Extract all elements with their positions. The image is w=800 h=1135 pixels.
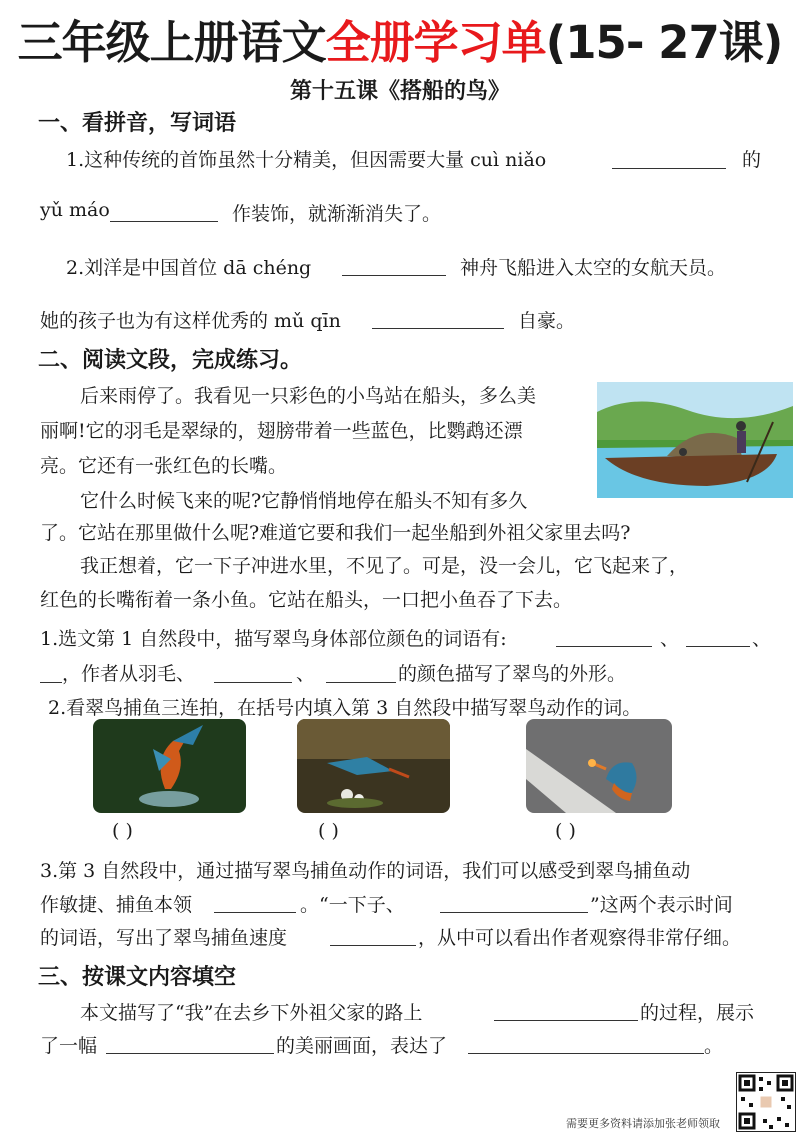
- answer-parens-1[interactable]: ( ): [112, 820, 133, 842]
- s3-blank-3[interactable]: [468, 1035, 704, 1054]
- passage-line: 它什么时候飞来的呢?它静悄悄地停在船头不知有多久: [80, 490, 528, 512]
- s2-q2-text: 2.看翠鸟捕鱼三连拍，在括号内填入第 3 自然段中描写翠鸟动作的词。: [48, 697, 642, 719]
- section-2-heading: 二、阅读文段，完成练习。: [38, 348, 303, 373]
- section-3-heading: 三、按课文内容填空: [38, 965, 237, 990]
- s1-q2-blank-1[interactable]: [342, 257, 446, 276]
- passage-line: 了。它站在那里做什么呢?难道它要和我们一起坐船到外祖父家里去吗?: [40, 522, 631, 544]
- s2-q3-text-f: ，从中可以看出作者观察得非常仔细。: [418, 927, 742, 949]
- passage-line: 丽啊!它的羽毛是翠绿的，翅膀带着一些蓝色，比鹦鹉还漂: [40, 420, 523, 442]
- s3-text-e: 。: [704, 1035, 724, 1057]
- s2-q1-sep-1: 、: [660, 628, 680, 650]
- s1-q1-blank-2[interactable]: [110, 203, 218, 222]
- s2-q3-blank-3[interactable]: [330, 927, 416, 946]
- s2-q1-blank-2[interactable]: [686, 628, 750, 647]
- kingfisher-photo-1: [93, 719, 246, 813]
- passage-line: 后来雨停了。我看见一只彩色的小鸟站在船头，多么美: [80, 385, 537, 407]
- s2-q1-text-d: ，作者从羽毛、: [62, 663, 196, 685]
- passage-line: 红色的长嘴衔着一条小鱼。它站在船头，一口把小鱼吞了下去。: [40, 589, 573, 611]
- s1-q1-text: 1.这种传统的首饰虽然十分精美，但因需要大量 cuì niǎo: [66, 149, 547, 171]
- s2-q1-text-f: 的颜色描写了翠鸟的外形。: [398, 663, 627, 685]
- s1-q1-pinyin-2: yǔ máo: [40, 199, 110, 221]
- answer-parens-3[interactable]: ( ): [555, 820, 576, 842]
- section-1-heading: 一、看拼音，写词语: [38, 111, 237, 136]
- lesson-title: 第十五课《搭船的鸟》: [289, 78, 510, 104]
- page-title: 三年级上册语文全册学习单(15- 27课): [17, 16, 783, 69]
- s3-blank-1[interactable]: [494, 1002, 638, 1021]
- s2-q3-blank-2[interactable]: [440, 894, 588, 913]
- s2-q3-text-b: 作敏捷、捕鱼本领: [40, 894, 193, 916]
- qr-code: [736, 1072, 796, 1132]
- s2-q1-blank-4[interactable]: [214, 664, 292, 683]
- s2-q1-blank-3[interactable]: [40, 664, 62, 683]
- s3-blank-2[interactable]: [106, 1035, 274, 1054]
- s2-q3-text-c: 。“一下子、: [300, 894, 405, 916]
- s3-text-c: 了一幅: [40, 1035, 98, 1057]
- s2-q3-text: 3.第 3 自然段中，通过描写翠鸟捕鱼动作的词语，我们可以感受到翠鸟捕鱼动: [40, 860, 691, 882]
- s3-text-d: 的美丽画面，表达了: [276, 1035, 448, 1057]
- s2-q1-text: 1.选文第 1 自然段中，描写翠鸟身体部位颜色的词语有:: [40, 628, 507, 650]
- s1-q1-text-d: 作装饰，就渐渐消失了。: [232, 203, 442, 225]
- passage-line: 我正想着，它一下子冲进水里，不见了。可是，没一会儿，它飞起来了，: [80, 555, 689, 577]
- s1-q1-blank-1[interactable]: [612, 150, 726, 169]
- s2-q1-sep-2: 、: [752, 628, 772, 650]
- kingfisher-photo-3: [526, 719, 672, 813]
- s3-text-b: 的过程，展示: [640, 1002, 755, 1024]
- s2-q3-blank-1[interactable]: [214, 894, 296, 913]
- boat-illustration: [597, 382, 793, 498]
- s1-q2-text-d: 自豪。: [518, 310, 576, 332]
- passage-line: 亮。它还有一张红色的长嘴。: [40, 455, 288, 477]
- s2-q1-blank-5[interactable]: [326, 664, 396, 683]
- s1-q2-text-b: 神舟飞船进入太空的女航天员。: [460, 257, 727, 279]
- kingfisher-photo-2: [297, 719, 450, 813]
- s2-q1-sep-3: 、: [296, 663, 316, 685]
- answer-parens-2[interactable]: ( ): [318, 820, 339, 842]
- s1-q2-text: 2.刘洋是中国首位 dā chéng: [66, 257, 312, 279]
- s2-q3-text-d: ”这两个表示时间: [590, 894, 733, 916]
- s2-q3-text-e: 的词语，写出了翠鸟捕鱼速度: [40, 927, 288, 949]
- s1-q2-blank-2[interactable]: [372, 310, 504, 329]
- s2-q1-blank-1[interactable]: [556, 628, 652, 647]
- s1-q1-text-b: 的: [742, 149, 762, 171]
- footer-note: 需要更多资料请添加张老师领取: [566, 1117, 720, 1130]
- s3-text-a: 本文描写了“我”在去乡下外祖父家的路上: [80, 1002, 423, 1024]
- s1-q2-text-c: 她的孩子也为有这样优秀的 mǔ qīn: [40, 310, 341, 332]
